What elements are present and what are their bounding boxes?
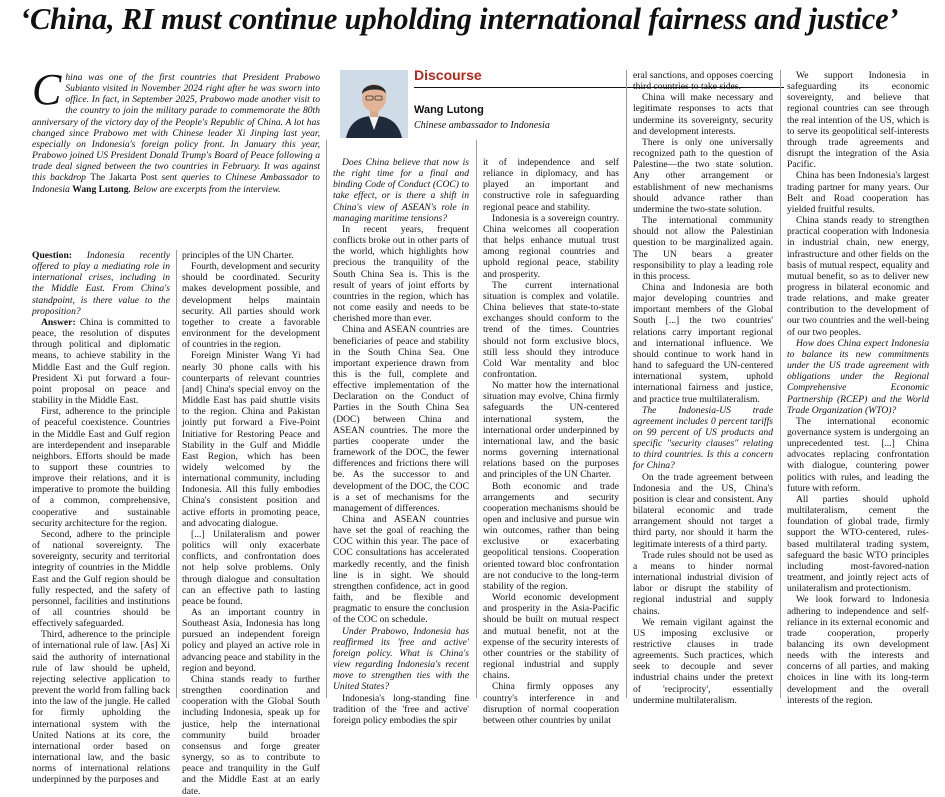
author-title: Chinese ambassador to Indonesia bbox=[414, 120, 550, 131]
paragraph: Fourth, development and security should be coordinated. Security makes development possible, and development helps maintain security. All parties should work together to create a favorable environment for the development of countries in the region. bbox=[182, 261, 320, 351]
paragraph: The international community should not allow the Palestinian question to be marginalized again. The UN bears a greater responsibility to play a leading role in this process. bbox=[633, 215, 773, 282]
question-label: Question: bbox=[32, 250, 72, 261]
paragraph: principles of the UN Charter. bbox=[182, 250, 294, 261]
question-2: Does China believe that now is the right time for a final and binding Code of Conduct (COC) to take effect, or is there a shift in China's view of ASEAN's role in managing maritime tensions? bbox=[333, 157, 469, 224]
paragraph: Indonesia's long-standing fine tradition of the 'free and active' foreign policy embodies the spir bbox=[333, 692, 469, 726]
column-6 bbox=[787, 70, 929, 706]
interviewee-name: Wang Lutong bbox=[72, 183, 129, 195]
paragraph: No matter how the international situation may evolve, China firmly safeguards the UN-centered international system, the international order underpinned by international law, and the basic norms governing international relations based on the purposes and principles of the UN Charter. bbox=[483, 380, 619, 481]
author-name: Wang Lutong bbox=[414, 104, 484, 116]
paragraph: China and Indonesia are both major developing countries and important members of the Global South [...] the two countries' relations carry important regional and international influence. We should continue to work hand in hand to safeguard the UN-centered international system, uphold international fairness and justice, and practice true multilateralism. bbox=[633, 281, 773, 405]
paragraph: Both economic and trade arrangements and security cooperation mechanisms should be open and inclusive and pursue win win outcomes, rather than being exclusive or exacerbating geopolitical tensions. Cooperation oriented toward bloc confrontation are not conducive to the long-term stability of the region. bbox=[483, 480, 619, 592]
column-1 bbox=[32, 250, 170, 786]
question-1-text: Indonesia recently offered to play a mediating role in international crises, including in the Middle East. From China's standpoint, is there value to the proposition? bbox=[32, 250, 170, 317]
paragraph: The current international situation is complex and volatile. China believes that state-to-state exchanges should conform to the trend of the times. Countries should not form exclusive blocs, still less should they introduce Cold War mentality and bloc confrontation. bbox=[483, 279, 619, 380]
paragraph: All parties should uphold multilateralism, cement the foundation of global trade, firmly support the WTO-centered, rules-based multilateral trading system, safeguard the basic WTO principles including most-favored-nation treatment, and jointly reject acts of unilateralism and protectionism. bbox=[787, 493, 929, 595]
paragraph: We remain vigilant against the US imposing exclusive or restrictive clauses in trade agreements. Such practices, which seek to decouple and sever industrial chains under the pretext of 'reciprocity', essentially undermine multilateralism. bbox=[633, 616, 773, 706]
paragraph: China and ASEAN countries have set the goal of reaching the COC within this year. The pace of COC consultations has accelerated markedly recently, and the finish line is in sight. We should strengthen confidence, act in good faith, and be flexible and pragmatic to ensure the conclusion of the COC on schedule. bbox=[333, 514, 469, 626]
author-portrait bbox=[340, 70, 408, 138]
intro-text-3: . Below are excerpts from the interview. bbox=[128, 183, 281, 195]
drop-cap: C bbox=[32, 65, 62, 114]
question-4: The Indonesia-US trade agreement includes 0 percent tariffs on 99 percent of US products and specific "security clauses" relating to third countries. Is this a concern for China? bbox=[633, 404, 773, 472]
section-label: Discourse bbox=[414, 67, 482, 83]
paragraph: Indonesia is a sovereign country. China welcomes all cooperation that helps enhance mutual trust among regional countries and uphold regional peace, stability and prosperity. bbox=[483, 212, 619, 280]
paragraph: it of independence and self reliance in diplomacy, and has played an important and constructive role in safeguarding regional peace and stability. bbox=[483, 157, 619, 213]
paragraph: China has been Indonesia's largest trading partner for many years. Our Belt and Road cooperation has yielded fruitful results. bbox=[787, 170, 929, 215]
intro-text-2: sent queries to Chinese Ambassador to Indonesia bbox=[32, 172, 320, 195]
paragraph: As an important country in Southeast Asia, Indonesia has long pursued an independent foreign policy and played an active role in advancing peace and stability in the region and beyond. bbox=[182, 607, 320, 674]
column-divider bbox=[476, 140, 477, 698]
answer-label: Answer: bbox=[41, 316, 76, 328]
paragraph: Second, adhere to the principle of national sovereignty. The sovereignty, security and territorial integrity of countries in the Middle East and the Gulf region should be fully respected, and the safety of personnel, facilities and institutions of all countries should be effectively safeguarded. bbox=[32, 528, 170, 630]
intro-text-1: hina was one of the first countries that President Prabowo Subianto visited in November 2024 right after he was sworn into office. In fact, in September 2025, Prabowo made another visit to the country to join the military parade to commemorate the 80th anniversary of the victory day of the People's Republic of China. A lot has changed since Prabowo met with Chinese leader Xi Jinping last year, especially on Indonesia's foreign policy front. In January this year, Prabowo joined US President Donald Trump's Board of Peace following a trade deal signed between the two countries in February. It was against this backdrop bbox=[32, 72, 320, 184]
question-5: How does China expect Indonesia to balance its new commitments under the US trade agreement with obligations under the Regional Comprehensive Economic Partnership (RCEP) and the World Trade Organization (WTO)? bbox=[787, 337, 929, 416]
paragraph: China firmly opposes any country's interference in and disruption of normal cooperation between other countries by unilat bbox=[483, 681, 619, 726]
paragraph: On the trade agreement between Indonesia and the US, China's position is clear and consistent. Any bilateral economic and trade arrangement should not target a third party, nor should it harm the legitimate interests of a third party. bbox=[633, 471, 773, 550]
paragraph: Foreign Minister Wang Yi had nearly 30 phone calls with his counterparts of relevant countries [and] China's special envoy on the Middle East has paid shuttle visits to the region. China and Pakistan jointly put forward a Five-Point Initiative for Restoring Peace and Stability in the Gulf and Middle East Region, which has been widely welcomed by the international community, including Indonesia. All this fully embodies China's consistent position and active efforts in promoting peace, and advocating dialogue. bbox=[182, 350, 320, 529]
paragraph: eral sanctions, and opposes coercing third countries to take sides. bbox=[633, 70, 773, 93]
paragraph: First, adherence to the principle of peaceful coexistence. Countries in the Middle East and Gulf region are interdependent and inseparable neighbors. Efforts should be made to support these countries to improve their relations, and it is imperative to promote the building of a common, comprehensive, cooperative and sustainable security architecture for the region. bbox=[32, 406, 170, 529]
paragraph: Trade rules should not be used as a means to hinder normal international industrial division of labor or disrupt the stability of regional industrial and supply chains. bbox=[633, 549, 773, 617]
column-5 bbox=[633, 70, 773, 706]
answer-1 bbox=[32, 317, 170, 406]
paragraph: We look forward to Indonesia adhering to independence and self-reliance in its external economic and trade cooperation, properly balancing its own development needs with the interests and concerns of all parties, and making choices in line with its long-term development and the overall interests of the region. bbox=[787, 594, 929, 706]
paragraph: Third, adherence to the principle of international rule of law. [As] Xi said the authority of international rule of law should be upheld, rejecting selective application to prevent the world from falling back into the law of the jungle. He called for firmly upholding the international system with the United Nations at its core, the international order based on international law, and the basic norms of international relations underpinned by the purposes and bbox=[32, 629, 170, 786]
paragraph: China stands ready to further strengthen coordination and cooperation with the Global South including Indonesia, speak up for justice, help the international community build broader consensus and forge greater synergy, so as to contribute to peace and tranquility in the Gulf and the Middle East at an early date. bbox=[182, 673, 320, 797]
paragraph: In recent years, frequent conflicts broke out in other parts of the world, which highlights how precious the tranquility of the South China Sea is. This is the result of years of joint efforts by countries in the region, which has not come easily and needs to be cherished more than ever. bbox=[333, 223, 469, 325]
column-divider bbox=[780, 70, 781, 698]
publication-name: The Jakarta Post bbox=[90, 172, 158, 184]
headline: ‘China, RI must continue upholding international fairness and justice’ bbox=[20, 2, 899, 36]
paragraph: China stands ready to strengthen practical cooperation with Indonesia in industrial chain, new energy, infrastructure and other fields on the basis of mutual respect, equality and mutual benefit, so as to deliver new progress in bilateral economic and trade relations, and make greater contribution to the development of our two countries and the well-being of our two peoples. bbox=[787, 215, 929, 338]
question-3: Under Prabowo, Indonesia has reaffirmed its 'free and active' foreign policy. What is China's view regarding Indonesia's recent move to strengthen ties with the United States? bbox=[333, 625, 469, 693]
paragraph: World economic development and prosperity in the Asia-Pacific should be built on mutual respect and mutual benefit, not at the expense of the security interests of other countries or the stability of regional industrial and supply chains. bbox=[483, 592, 619, 682]
paragraph: China and ASEAN countries are beneficiaries of peace and stability in the South China Sea. One important experience drawn from this is the full, complete and effective implementation of the Declaration on the Conduct of Parties in the South China Sea (DOC) between China and ASEAN countries. The more the parties cooperate under the framework of the DOC, the fewer differences and frictions there will be. As the successor to and development of the DOC, the COC is a set of mechanisms for the management of differences. bbox=[333, 324, 469, 514]
intro-paragraph bbox=[32, 65, 320, 195]
paragraph: China will make necessary and legitimate responses to acts that undermine its sovereignty, security and development interests. bbox=[633, 92, 773, 137]
column-divider bbox=[326, 140, 327, 698]
column-3 bbox=[333, 157, 469, 726]
paragraph: The international economic governance system is undergoing an unprecedented test. [...] China advocates replacing confrontation with dialogue, countering power politics with rules, and leading the future with reform. bbox=[787, 415, 929, 494]
paragraph: There is only one universally recognized path to the question of Palestine—the two state solution. Any other arrangement or establishment of new mechanisms should advance rather than undermine the two-state solution. bbox=[633, 136, 773, 215]
paragraph: [...] Unilateralism and power politics will only exacerbate conflicts, and confrontation does not help solve problems. Only through dialogue and consultation can an effective path to lasting peace be found. bbox=[182, 528, 320, 607]
column-divider bbox=[626, 70, 627, 698]
answer-1-text: China is committed to peace, the resolution of disputes through political and diplomatic means, to achieve stability in the Middle East and the Gulf region. President Xi put forward a four-point proposal on peace and stability in the Middle East. bbox=[32, 316, 170, 407]
column-4 bbox=[483, 157, 619, 726]
portrait-graphic bbox=[340, 70, 408, 138]
paragraph: We support Indonesia in safeguarding its economic sovereignty, and believe that regional countries can see through the real intention of the US, which is to serve its geopolitical self-interests through trade agreements and disrupt the integration of the Asia Pacific. bbox=[787, 70, 929, 171]
column-2 bbox=[182, 250, 320, 797]
column-divider bbox=[176, 250, 177, 698]
question-1 bbox=[32, 250, 170, 317]
